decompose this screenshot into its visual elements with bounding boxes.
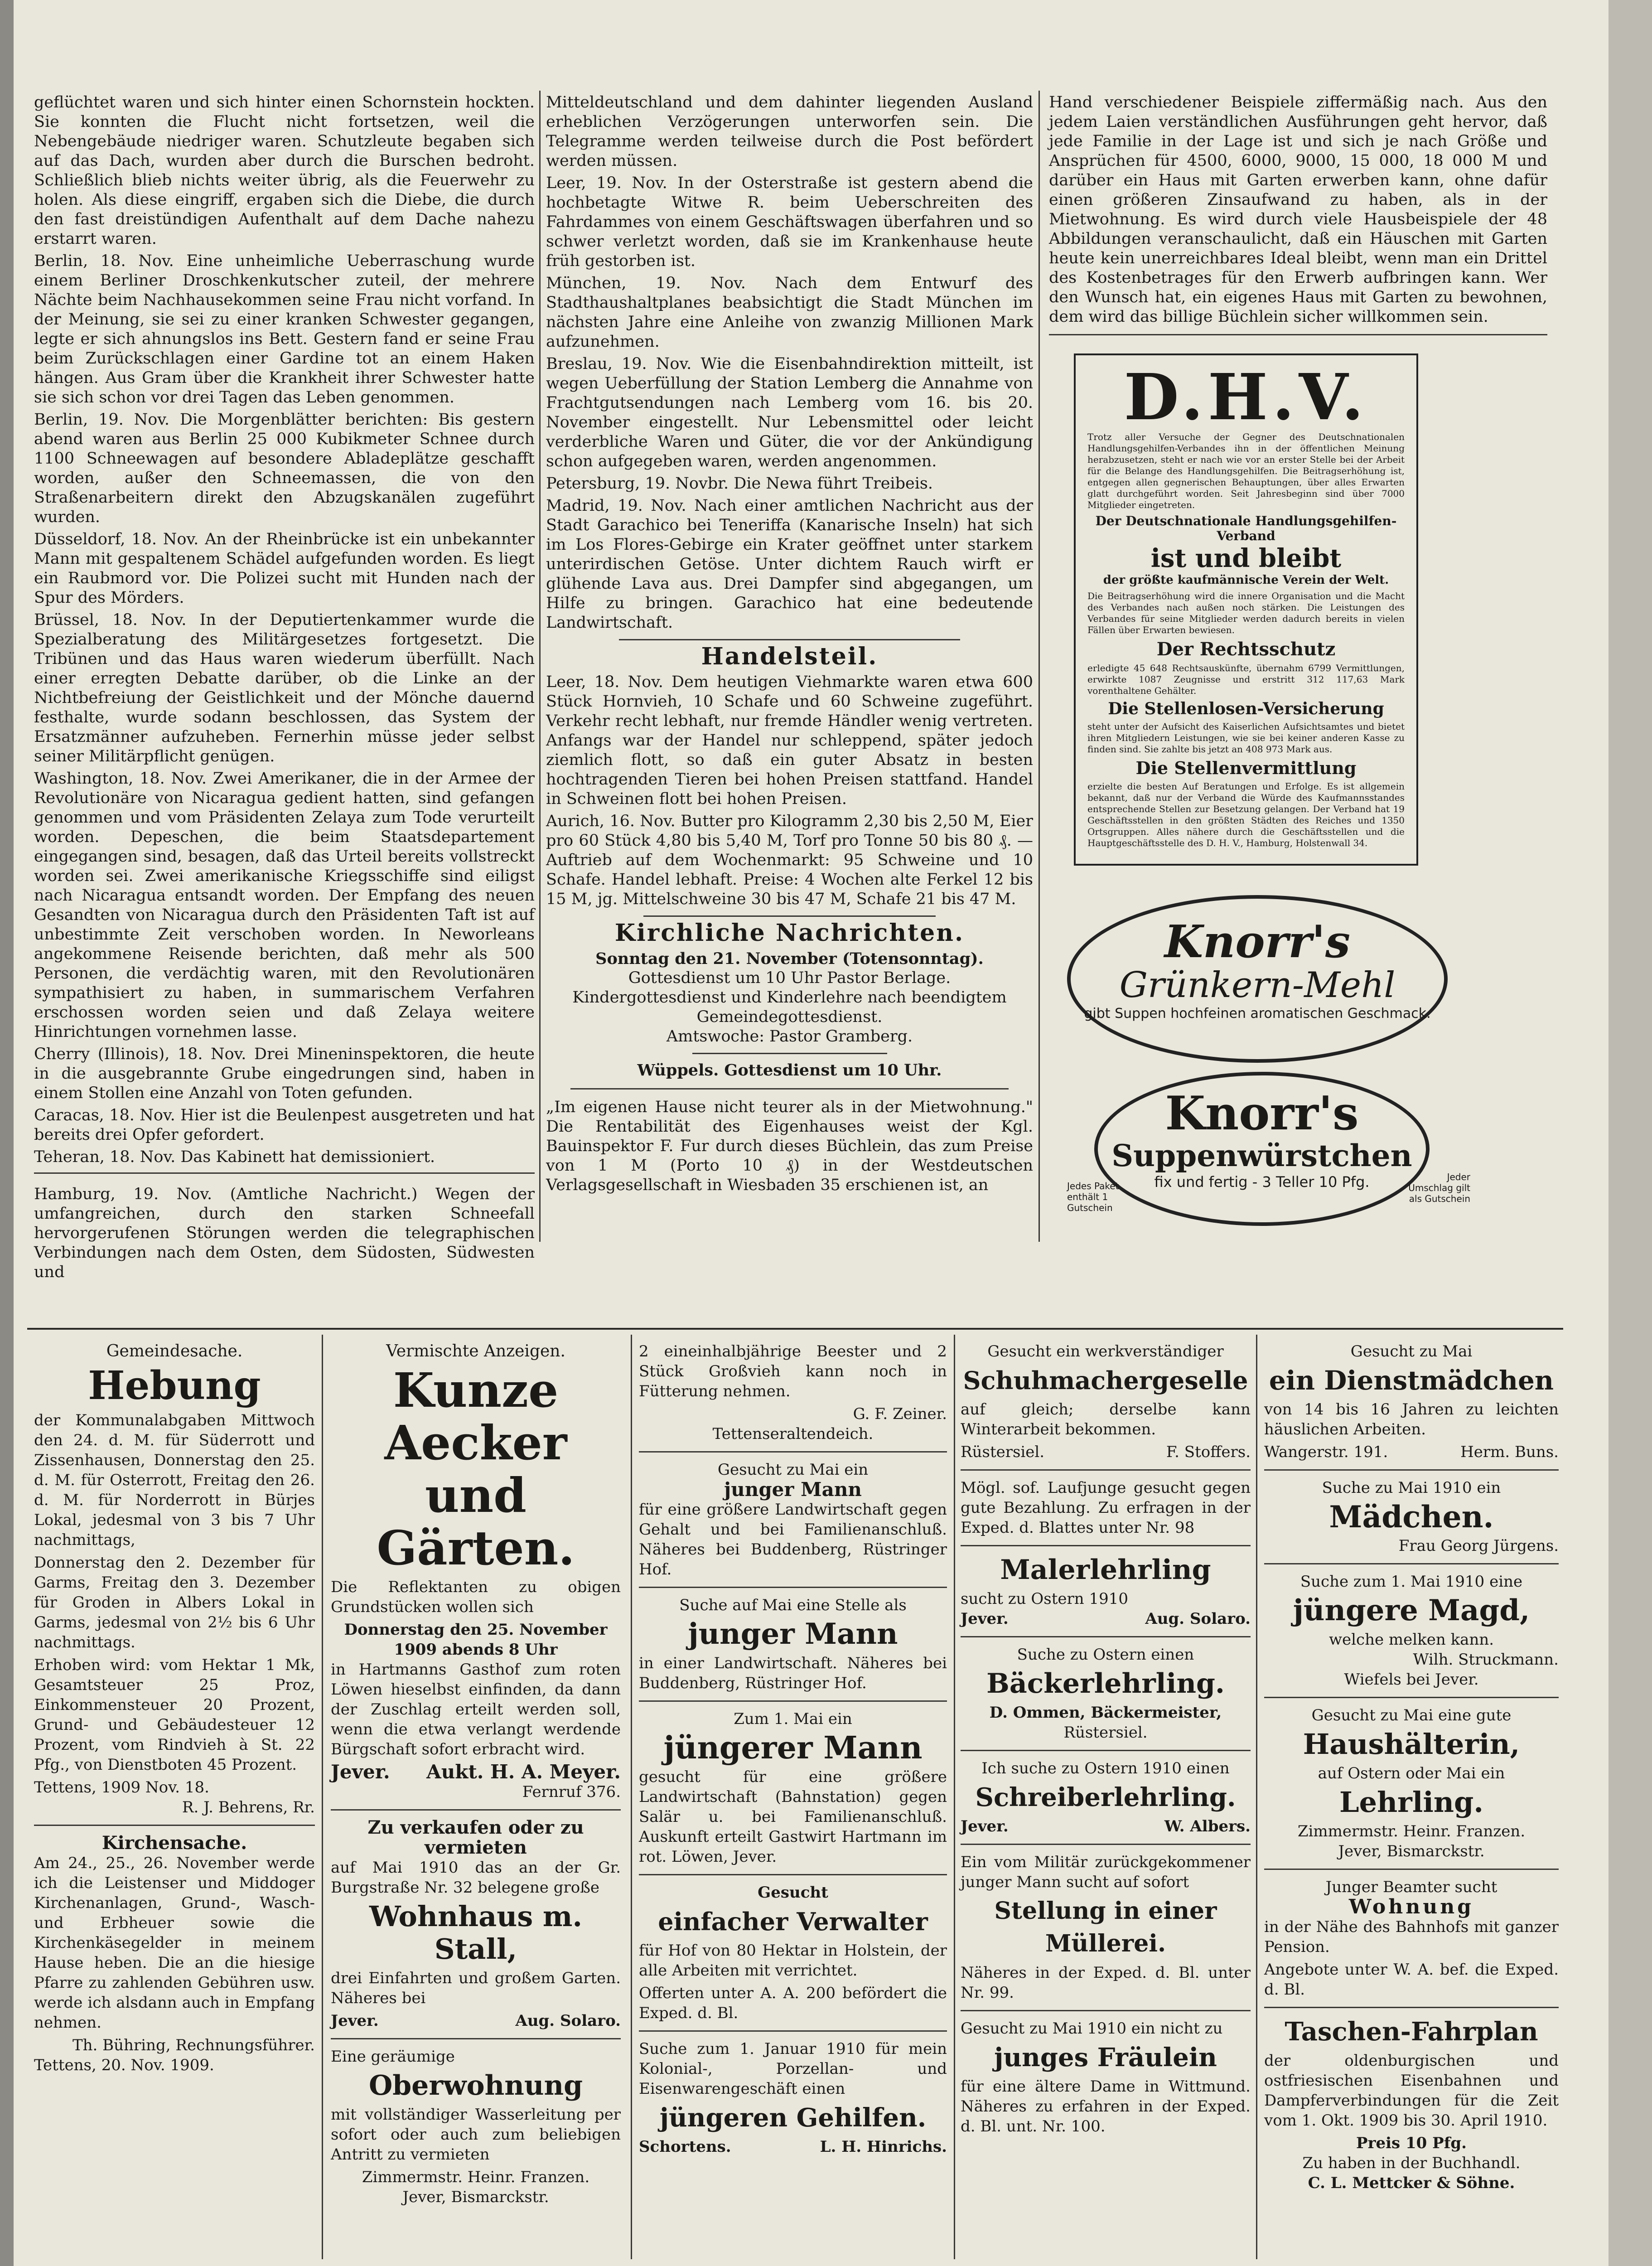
ad-sign-name: Aug. Solaro. — [515, 2012, 621, 2030]
ad-heading: Ich suche zu Ostern 1910 einen — [981, 1759, 1230, 1777]
ad-title: junges Fräulein — [994, 2043, 1217, 2072]
ad-sign-row — [961, 1609, 1251, 1629]
divider — [639, 1700, 947, 1702]
ad-title: Stellung in einer Müllerei. — [994, 1897, 1217, 1957]
ad-signature: Frau Georg Jürgens. — [1398, 1537, 1559, 1555]
divider — [961, 1750, 1251, 1751]
ad-title: jüngerer Mann — [663, 1730, 923, 1766]
knorr-suppenwuerstchen-ad — [1067, 1072, 1470, 1226]
ad-text: Angebote unter W. A. bef. die Exped. d. Bl. — [1264, 1961, 1559, 1999]
section-heading-handel: Handelsteil. — [701, 643, 878, 670]
divider — [961, 1844, 1251, 1845]
ad-title: junger Mann — [688, 1617, 898, 1651]
ad-heading: Gesucht — [758, 1883, 828, 1902]
ad-heading: Gesucht ein werkverständiger — [987, 1342, 1224, 1361]
column-rule — [631, 1335, 632, 2259]
ad-sign-place: Jever. — [331, 1761, 390, 1783]
dhv-text-rechtsschutz: erledigte 45 648 Rechtsauskünfte, übernahm 6799 Vermittlungen, erwirkte 1087 Zeugnisse und erstritt 312 117,63 Mark vorenthaltene Gehälter. — [1087, 663, 1405, 696]
news-paragraph: geflüchtet waren und sich hinter einen Schornstein hockten. Sie konnten die Flucht nicht fortsetzen, weil die Nebengebäude niedriger waren. Schutzleute begaben sich auf das Dach, wurden aber durch die Burschen bedroht. Schließlich blieb nichts weiter übrig, als die Feuerwehr zu holen. Als diese eingriff, ergaben sich die Diebe, die durch den fast dreistündigen Aufenthalt auf dem Dache nahezu erstarrt waren. — [34, 93, 535, 248]
divider — [961, 1469, 1251, 1471]
knorr2-slogan: fix und fertig - 3 Teller 10 Pfg. — [1154, 1173, 1370, 1191]
ad-text: für eine ältere Dame in Wittmund. Näheres zu erfahren in der Exped. d. Bl. unt. Nr. 100. — [961, 2077, 1251, 2135]
ad-price: Preis 10 Pfg. — [1356, 2134, 1467, 2152]
news-paragraph: Petersburg, 19. Novbr. Die Newa führt Treibeis. — [546, 475, 933, 493]
ad-text: gesucht für eine größere Landwirtschaft (Bahnstation) gegen Salär u. bei Familienanschluß. Auskunft erteilt Gastwirt Hartmann im rot. Löwen, Jever. — [639, 1768, 947, 1866]
ad-title: Hebung — [88, 1363, 261, 1409]
ad-date: Tettens, 1909 Nov. 18. — [34, 1778, 209, 1796]
knorr-brand: Knorr's — [1164, 916, 1351, 968]
ad-text: Ein vom Militär zurückgekommener junger Mann sucht auf sofort — [961, 1853, 1251, 1891]
kirch-wueppels: Wüppels. Gottesdienst um 10 Uhr. — [637, 1061, 942, 1080]
dhv-heading-vermittlung: Die Stellenvermittlung — [1135, 758, 1357, 778]
kirch-line: Gottesdienst um 10 Uhr Pastor Berlage. — [628, 969, 951, 987]
column-rule — [322, 1335, 323, 2259]
news-paragraph: Leer, 19. Nov. In der Osterstraße ist gestern abend die hochbetagte Witwe R. beim Ueberschreiten des Fahrdammes von einem Geschäftswagen überfahren und so schwer verletzt worden, daß sie im Krankenhause heute früh gestorben ist. — [546, 174, 1033, 270]
page-binding-edge — [0, 0, 14, 2266]
ad-text: Erhoben wird: vom Hektar 1 Mk, Gesamtsteuer 25 Proz, Einkommensteuer 20 Prozent, Grund- und Gebäudesteuer 12 Prozent, vom Rindvieh à St. 22 Pfg., von Dienstboten 45 Prozent. — [34, 1656, 315, 1774]
knorr2-left-note: Jedes Paket enthält 1 Gutschein — [1067, 1181, 1119, 1213]
divider — [1049, 334, 1547, 335]
ad-text: in Hartmanns Gasthof zum roten Löwen hieselbst einfinden, da dann der Zuschlag erteilt werden soll, wenn die etwa verlangt werdende Bürgschaft sofort erbracht wird. — [331, 1661, 621, 1758]
ad-text: sucht zu Ostern 1910 — [961, 1590, 1128, 1608]
news-paragraph: „Im eigenen Hause nicht teurer als in der Mietwohnung." Die Rentabilität des Eigenhauses weist der Kgl. Bauinspektor F. Fur durch dieses Büchlein, das zum Preise von 1 M (Porto 10 ₰) in der Westdeutschen Verlagsgesellschaft in Wiesbaden 35 erschienen ist, an — [546, 1098, 1033, 1194]
ad-title-2: Lehrling. — [1339, 1786, 1483, 1819]
divider — [639, 1587, 947, 1588]
ad-place: Jever, Bismarckstr. — [402, 2188, 549, 2206]
news-paragraph: Washington, 18. Nov. Zwei Amerikaner, die in der Armee der Revolutionäre von Nicaragua gedient hatten, sind gefangen genommen und vom Präsidenten Zelaya zum Tode verurteilt worden. Depeschen, die beim Staatsdepartement eingegangen sind, besagen, daß das Urteil bereits vollstreckt worden sei. Zwei amerikanische Kriegsschiffe sind eiligst nach Nicaragua entsandt worden. Der Empfang des neuen Gesandten von Nicaragua durch den Präsidenten Taft ist auf unbestimmte Zeit verschoben worden. In Neworleans angekommene Reisende berichten, daß mehr als 500 Personen, die verdächtig waren, mit den Revolutionären sympathisiert zu haben, in summarischem Verfahren erschossen worden seien und daß Zelaya weitere Hinrichtungen vornehmen lasse. — [34, 770, 535, 1041]
ad-column-b — [331, 1341, 621, 2257]
ad-title: Oberwohnung — [368, 2070, 583, 2101]
dhv-title: D.H.V. — [1124, 360, 1368, 435]
news-paragraph: Cherry (Illinois), 18. Nov. Drei Mineninspektoren, die heute in die ausgebrannte Grube eingedrungen sind, haben in einem Stollen eine Anzahl von Toten gefunden. — [34, 1045, 535, 1102]
ad-heading: Suche zu Ostern einen — [1017, 1646, 1194, 1664]
ad-text: Die Reflektanten zu obigen Grundstücken wollen sich — [331, 1578, 621, 1616]
news-paragraph: Hand verschiedener Beispiele ziffermäßig nach. Aus den jedem Laien verständlichen Ausführungen geht hervor, daß jede Familie in der Lage ist und sich je nach Größe und Ansprüchen für 4500, 6000, 9000, 15 000, 18 000 M und darüber ein Haus mit Garten erwerben kann, ohne dafür einen größeren Zinsaufwand zu haben, als in der Mietwohnung. Es wird durch viele Hausbeispiele der 48 Abbildungen veranschaulicht, daß ein Häuschen mit Garten heute kein unerreichbares Ideal bleibt, wenn man ein Drittel des Kostenbetrages für den Erwerb aufbringen kann. Wer den Wunsch hat, ein eigenes Haus mit Garten zu bewohnen, dem wird das billige Büchlein sicher willkommen sein. — [1049, 93, 1547, 326]
knorr-slogan: gibt Suppen hochfeinen aromatischen Geschmack. — [1084, 1006, 1431, 1022]
ad-text: Näheres in der Exped. d. Bl. unter Nr. 99. — [961, 1964, 1251, 2002]
knorr2-brand: Knorr's — [1165, 1086, 1359, 1141]
ad-text: Gesucht zu Mai 1910 ein nicht zu — [961, 2019, 1223, 2038]
ad-text: Zu haben in der Buchhandl. — [1302, 2154, 1521, 2172]
ad-text: Donnerstag den 2. Dezember für Garms, Freitag den 3. Dezember für Groden in Albers Lokal in Garms, jedesmal von 2½ bis 6 Uhr nachmittags. — [34, 1554, 315, 1651]
dhv-heading-versicherung: Die Stellenlosen-Versicherung — [1108, 699, 1384, 718]
ad-title: jüngere Magd, — [1293, 1593, 1530, 1627]
ad-text: Am 24., 25., 26. November werde ich die Leistenser und Middoger Kirchenanlagen, Grund-, Wasch- und Erbheuer sowie die Kirchenkäsegelder in meinem Hause heben. Die an die hiesige Pfarre zu zahlenden Gebühren usw. werde ich alsdann auch in Empfang nehmen. — [34, 1854, 315, 2032]
knorr-product: Grünkern-Mehl — [1119, 965, 1396, 1006]
ad-text: Mögl. sof. Laufjunge gesucht gegen gute Bezahlung. Zu erfragen in der Exped. d. Blattes unter Nr. 98 — [961, 1479, 1251, 1537]
ad-sign-name: Aukt. H. A. Meyer. — [426, 1761, 621, 1783]
ad-sign-row — [961, 1442, 1251, 1462]
ad-heading: Gesucht zu Mai — [1350, 1342, 1473, 1361]
news-paragraph: Teheran, 18. Nov. Das Kabinett hat demissioniert. — [34, 1148, 435, 1166]
ad-title: Kunze Aecker und Gärten. — [377, 1362, 575, 1576]
ad-title: Wohnung — [1349, 1895, 1474, 1918]
divider — [961, 1545, 1251, 1546]
ad-heading: Eine geräumige — [331, 2048, 455, 2066]
divider — [619, 639, 960, 640]
ad-title: Wohnhaus m. Stall, — [369, 1900, 583, 1966]
divider — [639, 1451, 947, 1453]
ad-heading: Suche zu Mai 1910 ein — [1322, 1479, 1501, 1497]
ad-text: Suche zum 1. Januar 1910 für mein Kolonial-, Porzellan- und Eisenwarengeschäft einen — [639, 2040, 947, 2098]
ad-title: Schreiberlehrling. — [975, 1782, 1236, 1812]
ad-heading: Kirchensache. — [101, 1832, 247, 1854]
ad-phone: Fernruf 376. — [522, 1783, 621, 1801]
ad-text: Offerten unter A. A. 200 befördert die Exped. d. Bl. — [639, 1984, 947, 2022]
ad-title: Schuhmachergeselle — [963, 1366, 1248, 1395]
ad-title: Haushälterin, — [1303, 1728, 1520, 1761]
dhv-text2: Die Beitragserhöhung wird die innere Organisation und die Macht des Verbandes nach außen noch stärken. Die Leistungen des Verbandes für seine Mitglieder werden dadurch bereits in vielen Fällen über Erwarten bewiesen. — [1087, 591, 1405, 635]
divider — [34, 1172, 535, 1174]
ad-text: welche melken kann. — [1328, 1631, 1494, 1649]
divider — [961, 2010, 1251, 2011]
divider — [34, 1825, 315, 1826]
ad-signature: R. J. Behrens, Rr. — [182, 1798, 315, 1816]
ad-sign-name: W. Albers. — [1164, 1817, 1251, 1835]
ad-sign-row — [331, 1762, 621, 1782]
ad-title: Mädchen. — [1329, 1499, 1494, 1535]
ad-sign-name: Aug. Solaro. — [1145, 1610, 1251, 1628]
ad-column-d — [961, 1341, 1251, 2257]
ad-signature: Th. Bühring, Rechnungsführer. — [72, 2036, 315, 2054]
news-column-1 — [34, 93, 535, 1281]
ad-place: Rüstersiel. — [1063, 1724, 1148, 1742]
ad-title: ein Dienstmädchen — [1269, 1365, 1554, 1396]
ad-sign-place: Wangerstr. 191. — [1264, 1443, 1388, 1461]
ad-text: auf gleich; derselbe kann Winterarbeit bekommen. — [961, 1400, 1251, 1438]
ad-sign-row — [639, 2137, 947, 2157]
ad-title: einfacher Verwalter — [658, 1907, 928, 1936]
divider — [1264, 1469, 1559, 1471]
ad-sign-place: Schortens. — [639, 2138, 731, 2156]
ad-heading: Gesucht zu Mai eine gute — [1311, 1706, 1512, 1724]
ad-title: Bäckerlehrling. — [986, 1668, 1225, 1700]
ad-sign-row — [331, 2011, 621, 2031]
ad-text: auf Mai 1910 das an der Gr. Burgstraße Nr. 32 belegene große — [331, 1859, 621, 1897]
ad-sign-place: Jever. — [961, 1610, 1009, 1628]
ad-column-a — [34, 1341, 315, 2257]
ad-signature: G. F. Zeiner. — [853, 1405, 947, 1423]
ad-title: junger Mann — [724, 1478, 862, 1501]
ad-sign-row — [961, 1816, 1251, 1836]
ad-heading: Vermischte Anzeigen. — [386, 1342, 565, 1361]
news-paragraph: Berlin, 18. Nov. Eine unheimliche Ueberraschung wurde einem Berliner Droschkenkutscher zuteil, der mehrere Nächte beim Nachhausekommen seine Frau nicht vorfand. In der Meinung, sie sei zu einer kranken Schwester gegangen, legte er sich ahnungslos ins Bett. Gestern fand er seine Frau beim Zurückschlagen einer Gardine tot an einem Haken hängen. Aus Gram über die Krankheit ihrer Schwester hatte sie sich schon vor drei Tagen das Leben genommen. — [34, 252, 535, 407]
ad-heading: Gesucht zu Mai ein — [717, 1461, 869, 1479]
dhv-heading-rechtsschutz: Der Rechtsschutz — [1156, 639, 1336, 660]
kirch-line: Kindergottesdienst und Kinderlehre nach beendigtem Gemeindegottesdienst. — [572, 988, 1007, 1026]
ad-heading: Suche zum 1. Mai 1910 eine — [1300, 1573, 1523, 1591]
kirch-line: Amtswoche: Pastor Gramberg. — [666, 1027, 913, 1046]
divider — [961, 1636, 1251, 1637]
news-paragraph: Brüssel, 18. Nov. In der Deputiertenkammer wurde die Spezialberatung des Militärgesetzes fortgesetzt. Die Tribünen und das Haus waren wiederum überfüllt. Nach einer erregten Debatte darüber, ob die Linke an der Nichtbefreiung der Geistlichkeit und der Mönche dauernd festhalte, wurde sodann beschlossen, das System der Ersatzmänner aufzuheben. Fernerhin müsse jeder selbst seiner Militärpflicht genügen. — [34, 611, 535, 765]
news-paragraph: Berlin, 19. Nov. Die Morgenblätter berichten: Bis gestern abend waren aus Berlin 25 000 Kubikmeter Schnee durch 1100 Schneewagen auf besondere Abladeplätze geschafft worden, außer den Schneemassen, die von den Straßenarbeitern direkt den Abzugskanälen zugeführt wurden. — [34, 411, 535, 526]
news-paragraph: Hamburg, 19. Nov. (Amtliche Nachricht.) Wegen der umfangreichen, durch den starken Schneefall hervorgerufenen Störungen werden die telegraphischen Verbindungen nach dem Osten, dem Südosten, Südwesten und — [34, 1185, 535, 1281]
ad-title: Taschen-Fahrplan — [1285, 2017, 1538, 2047]
divider — [331, 2038, 621, 2039]
ad-text: in der Nähe des Bahnhofs mit ganzer Pension. — [1264, 1918, 1559, 1956]
newspaper-page — [14, 0, 1609, 2266]
ad-title: Malerlehrling — [1000, 1554, 1211, 1586]
knorr-gruenkern-ad — [1067, 895, 1448, 1063]
ad-date: Tettens, 20. Nov. 1909. — [34, 2056, 214, 2074]
ad-text: mit vollständiger Wasserleitung per sofort oder auch zum beliebigen Antritt zu vermieten — [331, 2106, 621, 2164]
ad-sign-name: L. H. Hinrichs. — [820, 2138, 947, 2156]
news-paragraph: Mitteldeutschland und dem dahinter liegenden Ausland erheblichen Verzögerungen unterworfen sein. Die Telegramme werden teilweise durch die Post befördert werden müssen. — [546, 93, 1033, 170]
divider — [1264, 2007, 1559, 2008]
dhv-line1: Der Deutschnationale Handlungsgehilfen-Verband — [1095, 513, 1397, 543]
column-rule — [1256, 1335, 1257, 2259]
news-paragraph: Caracas, 18. Nov. Hier ist die Beulenpest ausgetreten und hat bereits drei Opfer gefordert. — [34, 1106, 535, 1144]
ad-heading: Zu verkaufen oder zu vermieten — [367, 1817, 584, 1858]
ad-column-e — [1264, 1341, 1559, 2257]
ad-text: von 14 bis 16 Jahren zu leichten häuslichen Arbeiten. — [1264, 1400, 1559, 1438]
ad-sign-place: Rüstersiel. — [961, 1443, 1045, 1461]
ad-signature: Wilh. Struckmann. — [1413, 1651, 1559, 1669]
divider — [570, 1088, 1009, 1089]
section-divider — [27, 1328, 1563, 1330]
ad-sign-place: Jever. — [961, 1817, 1009, 1835]
divider — [692, 1053, 887, 1054]
news-paragraph: München, 19. Nov. Nach dem Entwurf des Stadthaushaltplanes beabsichtigt die Stadt München im nächsten Jahre eine Anleihe von zwanzig Millionen Mark aufzunehmen. — [546, 274, 1033, 351]
ad-text: 2 eineinhalbjährige Beester und 2 Stück Großvieh kann noch in Fütterung nehmen. — [639, 1342, 947, 1400]
dhv-intro: Trotz aller Versuche der Gegner des Deutschnationalen Handlungsgehilfen-Verbandes ihn in der öffentlichen Meinung herabzusetzen, steht er nach wie vor an erster Stelle bei der Arbeit für die Belange des Handlungsgehilfen. Die Beitragserhöhung ist, entgegen allen gegnerischen Behauptungen, über alles Erwarten glatt durchgeführt worden. Seit Jahresbeginn sind über 7000 Mitglieder eingetreten. — [1087, 431, 1405, 510]
ad-date: Donnerstag den 25. November 1909 abends 8 Uhr — [344, 1621, 608, 1659]
news-paragraph: Breslau, 19. Nov. Wie die Eisenbahndirektion mitteilt, ist wegen Ueberfüllung der Station Lemberg die Annahme von Frachtgutsendungen nach Lemberg vom 16. bis 20. November eingestellt. Nur Lebensmittel oder leicht verderbliche Waren und Güter, die vor der Ankündigung schon aufgegeben waren, werden angenommen. — [546, 355, 1033, 470]
column-rule — [954, 1335, 955, 2259]
ad-signature: D. Ommen, Bäckermeister, — [989, 1704, 1222, 1722]
news-paragraph: Aurich, 16. Nov. Butter pro Kilogramm 2,30 bis 2,50 M, Eier pro 60 Stück 4,80 bis 5,40 M, Torf pro Tonne 50 bis 80 ₰. — Auftrieb auf dem Wochenmarkt: 95 Schweine und 10 Schafe. Handel lebhaft. Preise: 4 Wochen alte Ferkel 12 bis 15 M, jg. Mittelschweine 30 bis 47 M, Schafe 21 bis 47 M. — [546, 812, 1033, 908]
ad-sign-place: Jever. — [331, 2012, 379, 2030]
divider — [639, 1874, 947, 1875]
ad-signature: Zimmermstr. Heinr. Franzen. — [1297, 1822, 1526, 1840]
ad-sign-name: Herm. Buns. — [1460, 1443, 1559, 1461]
news-paragraph: Leer, 18. Nov. Dem heutigen Viehmarkte waren etwa 600 Stück Hornvieh, 10 Schafe und 60 Schweine zugeführt. Verkehr recht lebhaft, nur fremde Händler wenig vertreten. Anfangs war der Handel nur schleppend, später jedoch ziemlich flott, so daß ein guter Absatz in besten hochtragenden Tieren bei hohen Preisen stattfand. Handel in Schweinen flott bei hohen Preisen. — [546, 673, 1033, 808]
dhv-text-vermittlung: erzielte die besten Auf Beratungen und Erfolge. Es ist allgemein bekannt, daß nur der Verband die Würde des Kaufmannsstandes entsprechende Stellen zur Besetzung gelangen. Der Verband hat 19 Geschäftsstellen in den größten Städten des Reiches und 1350 Ortsgruppen. Alles nähere durch die Geschäftsstellen und die Hauptgeschäftsstelle des D. H. V., Hamburg, Holstenwall 34. — [1087, 781, 1405, 848]
divider — [1264, 1563, 1559, 1564]
ad-heading: Junger Beamter sucht — [1325, 1878, 1497, 1896]
ad-text: in einer Landwirtschaft. Näheres bei Buddenberg, Rüstringer Hof. — [639, 1654, 947, 1692]
ad-title: jüngeren Gehilfen. — [659, 2103, 927, 2133]
ad-text: für eine größere Landwirtschaft gegen Gehalt und bei Familienanschluß. Näheres bei Buddenberg, Rüstringer Hof. — [639, 1501, 947, 1578]
column-rule — [539, 91, 541, 1242]
ad-text: auf Ostern oder Mai ein — [1318, 1764, 1505, 1782]
ad-text: der Kommunalabgaben Mittwoch den 24. d. M. für Süderrott und Zissenhausen, Donnerstag den 25. d. M. für Osterrott, Freitag den 26. d. M. für Norderrott in Bürjes Lokal, jedesmal von 3 bis 7 Uhr nachmittags, — [34, 1411, 315, 1549]
ad-signature: C. L. Mettcker & Söhne. — [1308, 2174, 1515, 2192]
ad-text: drei Einfahrten und großem Garten. Näheres bei — [331, 1969, 621, 2007]
kirch-line: Sonntag den 21. November (Totensonntag). — [595, 949, 984, 968]
knorr2-oval — [1094, 1072, 1430, 1226]
dhv-text-versicherung: steht unter der Aufsicht des Kaiserlichen Aufsichtsamtes und bietet ihren Mitgliedern Leistungen, wie sie bei keiner anderen Kasse zu finden sind. Sie zahlte bis jetzt an 408 973 Mark aus. — [1087, 721, 1405, 755]
dhv-line2: ist und bleibt — [1150, 543, 1342, 573]
section-heading-kirche: Kirchliche Nachrichten. — [614, 919, 965, 947]
dhv-advertisement — [1074, 353, 1418, 866]
divider — [1264, 1869, 1559, 1870]
divider — [1264, 1697, 1559, 1698]
ad-column-c — [639, 1341, 947, 2257]
ad-place: Wiefels bei Jever. — [1344, 1670, 1479, 1689]
knorr2-right-note: Jeder Umschlag gilt als Gutschein — [1408, 1172, 1470, 1204]
dhv-line3: der größte kaufmännische Verein der Welt. — [1103, 573, 1389, 587]
divider — [639, 2030, 947, 2032]
ad-heading: Suche auf Mai eine Stelle als — [679, 1596, 907, 1614]
news-column-3 — [1049, 93, 1547, 1242]
ad-heading: Gemeindesache. — [106, 1342, 243, 1361]
ad-signature: Zimmermstr. Heinr. Franzen. — [362, 2168, 590, 2186]
news-column-2 — [546, 93, 1033, 1242]
ad-heading: Zum 1. Mai ein — [734, 1710, 852, 1728]
ad-sign-name: F. Stoffers. — [1166, 1443, 1251, 1461]
page-right-margin — [1609, 0, 1652, 2266]
column-rule — [1039, 91, 1040, 1242]
news-paragraph: Madrid, 19. Nov. Nach einer amtlichen Nachricht aus der Stadt Garachico bei Teneriffa (Kanarische Inseln) hat sich im Los Flores-Gebirge ein Krater geöffnet unter starkem unterirdischen Getöse. Unter dichtem Rauch wirft er glühende Lava aus. Drei Dampfer sind abgegangen, um Hilfe zu bringen. Garachico hat eine bedeutende Landwirtschaft. — [546, 497, 1033, 632]
news-paragraph: Düsseldorf, 18. Nov. An der Rheinbrücke ist ein unbekannter Mann mit gespaltenem Schädel aufgefunden worden. Es liegt ein Raubmord vor. Die Polizei sucht mit Hunden nach der Spur des Mörders. — [34, 530, 535, 607]
divider — [643, 915, 936, 917]
ad-place: Tettenseraltendeich. — [712, 1425, 874, 1443]
ad-sign-row — [1264, 1442, 1559, 1462]
ad-place: Jever, Bismarckstr. — [1338, 1842, 1485, 1860]
knorr2-product: Suppenwürstchen — [1111, 1138, 1412, 1173]
ad-text: für Hof von 80 Hektar in Holstein, der alle Arbeiten mit verrichtet. — [639, 1942, 947, 1980]
ad-text: der oldenburgischen und ostfriesischen Eisenbahnen und Dampferverbindungen für die Zeit vom 1. Okt. 1909 bis 30. April 1910. — [1264, 2052, 1559, 2130]
divider — [331, 1809, 621, 1811]
